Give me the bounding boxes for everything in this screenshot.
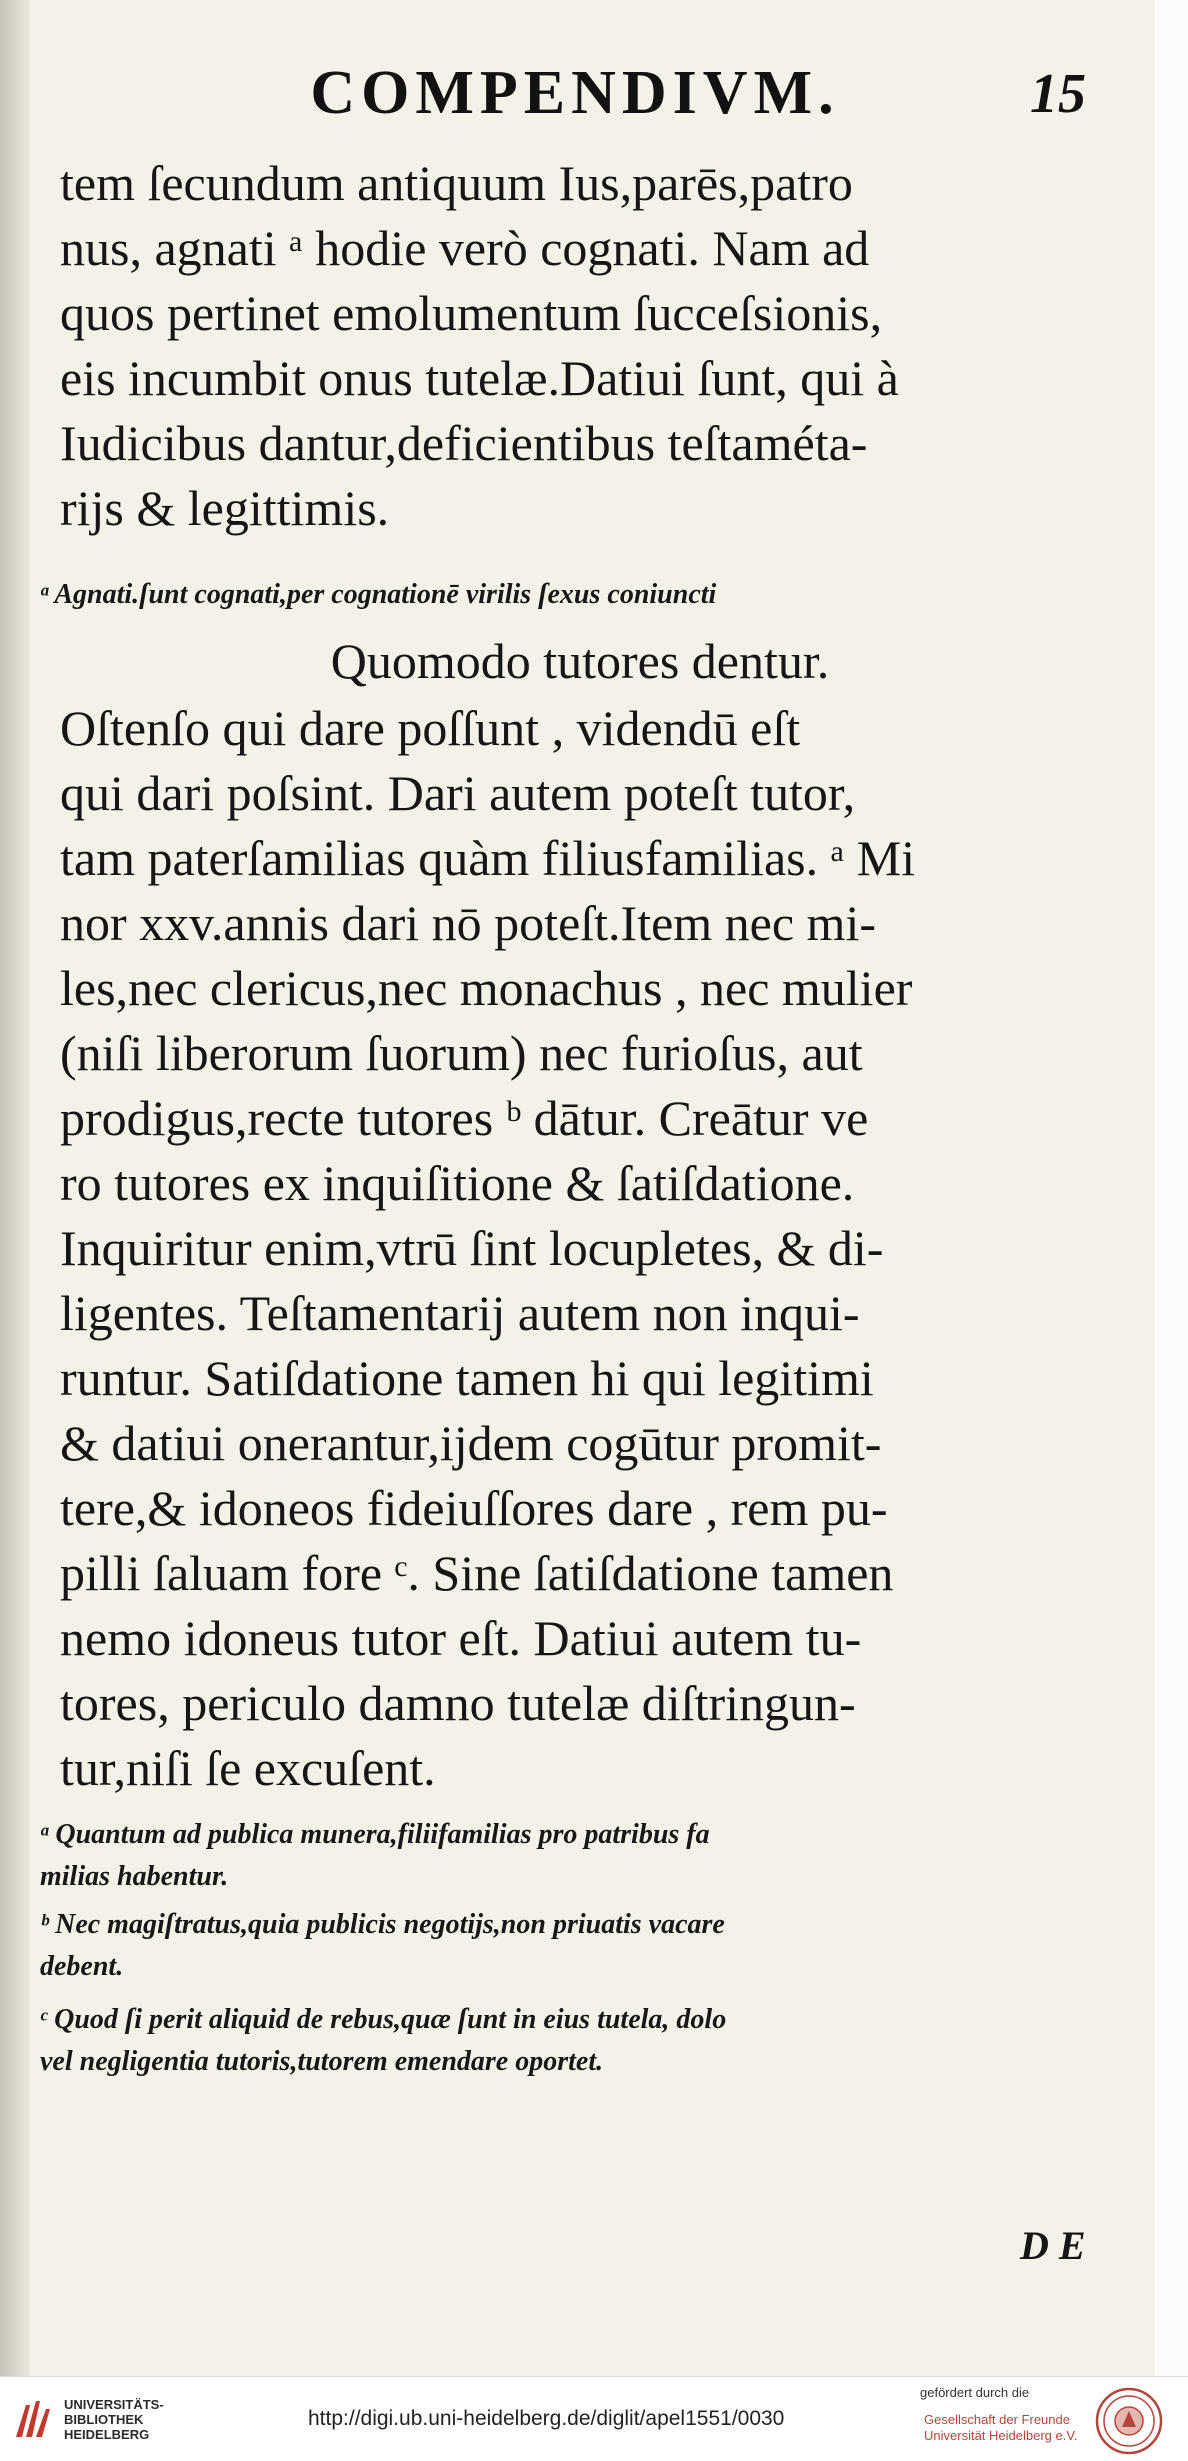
library-name-line: UNIVERSITÄTS- bbox=[64, 2397, 164, 2412]
body-line: rijs & legittimis. bbox=[60, 480, 390, 536]
footnote: ᵇ Nec magiſtratus,quia publicis negotijs,non priuatis vacare bbox=[40, 1909, 725, 1940]
sponsor-lead: gefördert durch die bbox=[920, 2385, 1030, 2400]
body-line: eis incumbit onus tutelæ.Datiui ſunt, qui à bbox=[60, 350, 899, 406]
university-library-logo-icon[interactable] bbox=[12, 2395, 54, 2443]
university-seal-icon[interactable] bbox=[1095, 2387, 1163, 2455]
body-line: quos pertinet emolumentum ſucceſsionis, bbox=[60, 285, 883, 341]
body-line: prodigus,recte tutores ᵇ dātur. Creātur ve bbox=[60, 1090, 869, 1146]
body-line: ligentes. Teſtamentarij autem non inqui- bbox=[60, 1285, 860, 1341]
running-head bbox=[30, 58, 1155, 138]
viewer-footer bbox=[0, 2376, 1188, 2461]
permalink-url[interactable]: http://digi.ub.uni-heidelberg.de/diglit/apel1551/0030 bbox=[308, 2407, 785, 2430]
section-heading: Quomodo tutores dentur. bbox=[330, 633, 830, 689]
body-line: tores, periculo damno tutelæ diſtringun- bbox=[60, 1675, 856, 1731]
footnote: ᶜ Quod ſi perit aliquid de rebus,quæ ſunt in eius tutela, dolo bbox=[40, 2004, 727, 2035]
body-line: les,nec clericus,nec monachus , nec mulier bbox=[60, 960, 913, 1016]
library-name[interactable] bbox=[64, 2397, 244, 2442]
body-line: qui dari poſsint. Dari autem poteſt tutor, bbox=[60, 765, 856, 821]
footnote: milias habentur. bbox=[40, 1861, 229, 1892]
footnote: ᵃ Agnati.ſunt cognati,per cognationē virilis ſexus coniuncti bbox=[40, 579, 717, 610]
body-line: runtur. Satiſdatione tamen hi qui legitimi bbox=[60, 1350, 874, 1406]
book-gutter bbox=[0, 0, 30, 2376]
body-line: (niſi liberorum ſuorum) nec furioſus, aut bbox=[60, 1025, 863, 1081]
sponsor-name-line: Gesellschaft der Freunde bbox=[924, 2412, 1070, 2427]
sponsor-credit[interactable] bbox=[920, 2385, 1120, 2444]
body-line: nemo idoneus tutor eſt. Datiui autem tu- bbox=[60, 1610, 862, 1666]
footnote: debent. bbox=[40, 1951, 124, 1982]
body-line: tam paterſamilias quàm filiusfamilias. ᵃ Mi bbox=[60, 830, 916, 886]
page-number: 15 bbox=[1030, 63, 1086, 125]
page-edge bbox=[1155, 0, 1188, 2376]
body-line: nor xxv.annis dari nō poteſt.Item nec mi- bbox=[60, 895, 876, 951]
book-page bbox=[30, 0, 1155, 2376]
body-line: & datiui onerantur,ijdem cogūtur promit- bbox=[60, 1415, 882, 1471]
footnote: ᵃ Quantum ad publica munera,filiifamilias pro patribus fa bbox=[40, 1819, 710, 1850]
library-name-line: HEIDELBERG bbox=[64, 2427, 150, 2442]
sponsor-name-line: Universität Heidelberg e.V. bbox=[924, 2428, 1078, 2443]
body-line: ro tutores ex inquiſitione & ſatiſdatione. bbox=[60, 1155, 855, 1211]
body-line: Oſtenſo qui dare poſſunt , videndū eſt bbox=[60, 700, 801, 756]
library-name-line: BIBLIOTHEK bbox=[64, 2412, 144, 2427]
running-title: COMPENDIVM. bbox=[310, 59, 840, 127]
body-line: nus, agnati ᵃ hodie verò cognati. Nam ad bbox=[60, 220, 870, 276]
footnote: vel negligentia tutoris,tutorem emendare oportet. bbox=[40, 2046, 604, 2077]
body-line: Inquiritur enim,vtrū ſint locupletes, & di- bbox=[60, 1220, 884, 1276]
body-line: Iudicibus dantur,deficientibus teſtaméta- bbox=[60, 415, 868, 471]
body-line: tem ſecundum antiquum Ius,parēs,patro bbox=[60, 155, 853, 211]
body-line: tere,& idoneos fideiuſſores dare , rem pu- bbox=[60, 1480, 888, 1536]
body-line: pilli ſaluam fore ᶜ. Sine ſatiſdatione tamen bbox=[60, 1545, 894, 1601]
catchword: D E bbox=[1020, 2223, 1086, 2268]
body-line: tur,niſi ſe excuſent. bbox=[60, 1740, 436, 1796]
